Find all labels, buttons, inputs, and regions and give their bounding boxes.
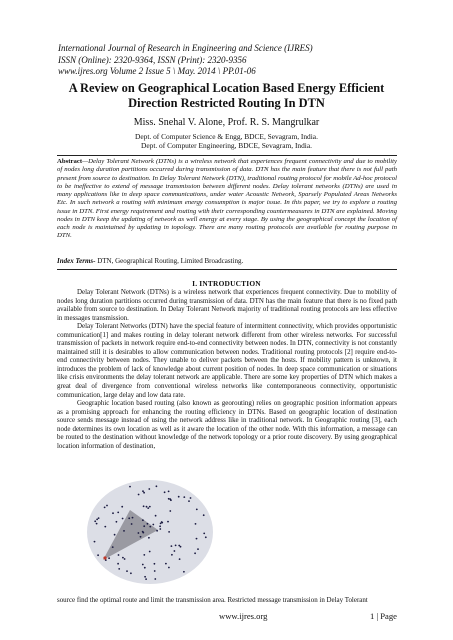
network-node — [159, 528, 161, 530]
network-node — [171, 554, 173, 556]
network-node — [149, 551, 151, 553]
network-node — [169, 510, 171, 512]
network-node — [168, 531, 170, 533]
paper-title — [40, 81, 413, 111]
network-node — [196, 509, 198, 511]
network-node — [129, 486, 131, 488]
network-node — [114, 534, 116, 536]
network-node — [116, 521, 118, 523]
network-node — [143, 525, 145, 527]
network-node — [197, 548, 199, 550]
network-node — [143, 492, 145, 494]
abstract — [57, 158, 397, 241]
network-node — [203, 533, 205, 535]
network-node — [122, 557, 124, 559]
network-node — [161, 521, 163, 523]
network-node — [98, 517, 100, 519]
network-node — [142, 564, 144, 566]
network-node — [142, 490, 144, 492]
network-node — [196, 538, 198, 540]
index-terms — [57, 257, 397, 266]
network-node — [143, 554, 145, 556]
index-terms-text: DTN, Geographical Routing, Limited Broadcasting. — [95, 257, 244, 265]
network-node — [112, 512, 114, 514]
abstract-label: Abstract — [57, 158, 83, 165]
title-line-1: A Review on Geographical Location Based Energy Efficient — [68, 81, 385, 95]
network-node — [152, 524, 154, 526]
network-node — [168, 491, 170, 493]
network-node — [195, 523, 197, 525]
journal-issn: ISSN (Online): 2320-9364, ISSN (Print): 2320-9356 — [58, 54, 247, 65]
journal-name: International Journal of Research in Engineering and Science (IJRES) — [58, 43, 313, 53]
network-node — [188, 500, 190, 502]
network-node — [145, 578, 147, 580]
network-node — [97, 554, 99, 556]
network-node — [175, 545, 177, 547]
network-node — [146, 506, 148, 508]
network-node — [168, 498, 170, 500]
network-node — [122, 518, 124, 520]
network-node — [171, 545, 173, 547]
network-node — [154, 570, 156, 572]
network-node — [132, 517, 134, 519]
network-node — [183, 496, 185, 498]
network-node — [130, 572, 132, 574]
network-node — [117, 563, 119, 565]
network-node — [194, 552, 196, 554]
abstract-bottom-rule — [57, 269, 397, 270]
network-node — [118, 568, 120, 570]
network-node — [149, 526, 151, 528]
network-node — [148, 537, 150, 539]
network-node — [94, 520, 96, 522]
network-node — [148, 488, 150, 490]
network-node — [203, 514, 205, 516]
page-number: 1 | Page — [369, 611, 397, 621]
network-node — [160, 523, 162, 525]
network-node — [178, 496, 180, 498]
network-node — [179, 558, 181, 560]
network-node — [147, 523, 149, 525]
continuation-text: source find the optimal route and limit the transmission area. Restricted message transmission in Delay Tolerant — [57, 596, 368, 604]
network-node — [190, 497, 192, 499]
network-node — [96, 519, 98, 521]
network-node — [154, 578, 156, 580]
network-node — [142, 531, 144, 533]
title-line-2: Direction Restricted Routing In DTN — [128, 96, 325, 110]
intro-paragraph-2: Delay Tolerant Networks (DTN) have the special feature of intermittent connectivity, which provides opportunistic communication[1] and makes routing in delay tolerant network different from other wireless networks. For successful transmission of packets in network require end-to-end connectivity between nodes. In DTN, connectivity is not constantly maintained still it is desirables to allow communication between nodes. Traditional routing protocols [2] require end-to-end connectivity between nodes. They unable to deliver packets between the hosts. If mobility pattern is unknown, it introduces the problem of lack of knowledge about current position of nodes. In deep space communication or situations like crisis environments the delay tolerant network are applicable. There are some key properties of DTN which makes a great deal of divergence from conventional wireless networks like contemporaneous connectivity, opportunistic communication, large delay and low data rate. — [57, 322, 397, 399]
intro-paragraph-3: Geographic location based routing (also known as georouting) relies on geographic position information appears as a promising approach for enhancing the routing efficiency in DTNs. Based on geographic location of destination source sends message instead of using the network address like in traditional network. In Geographic routing [3], each node determines its own location as well as it aware the location of the other node. With this information, a message can be routed to the destination without knowledge of the network topology or a prior route discovery. By using geographical location information of destination, — [57, 399, 397, 450]
network-node — [138, 532, 140, 534]
network-node — [126, 570, 128, 572]
affiliation-2: Dept. of Computer Engineering, BDCE, Sevagram, India. — [141, 141, 312, 150]
network-node — [174, 550, 176, 552]
network-node — [128, 517, 130, 519]
network-node — [138, 494, 140, 496]
journal-header — [58, 43, 398, 78]
network-node — [94, 541, 96, 543]
network-node — [168, 567, 170, 569]
network-node — [154, 563, 156, 565]
network-node — [156, 530, 158, 532]
network-node — [123, 530, 125, 532]
network-node — [131, 523, 133, 525]
network-node — [118, 554, 120, 556]
network-node — [112, 546, 114, 548]
network-node — [183, 571, 185, 573]
network-node — [165, 563, 167, 565]
network-node — [156, 485, 158, 487]
footer-url: www.ijres.org — [219, 611, 268, 621]
affiliation-1: Dept. of Computer Science & Engg, BDCE, Sevagram, India. — [135, 132, 318, 141]
network-node — [170, 499, 172, 501]
intro-paragraph-1: Delay Tolerant Network (DTNs) is a wireless network that experiences frequent connectivity. Due to mobility of nodes long duration partitions occurred during transmission of data. DTN has the main feature that there is no fixed path available from source to destination. In Delay Tolerant Network majority of traditional routing protocols are less effective in messages transmission. — [57, 288, 397, 322]
abstract-text: —Delay Tolerant Network (DTNs) is a wireless network that experiences frequent connectivity and due to mobility of nodes long duration partitions occurred during transmission of data. DTN has the main feature that there is not full path present from source to destination. In Delay Tolerant Network (DTN), traditional routing protocol for mobile Ad-hoc protocol to be ineffective to extend of message transmission between different nodes. Delay tolerant networks (DTNs) are used in many applications like in deep space communications, under water Acoustic Network, Sparsely Populated Areas Networks Etc. In such network a routing with minimum energy consumption is major issue. In this paper, we try to explore a routing issue in DTN. First energy requirement and routing with their corresponding countermeasures in DTN are explained. Moving nodes in DTN keep the updating of network as well energy at every stage. By using the geographical concept the location of each node is maintained by updating in topology. There are many routing protocols are available for routing purpose in DTN. — [57, 158, 397, 240]
abstract-top-rule — [57, 155, 397, 156]
network-node — [155, 515, 157, 517]
paper-authors: Miss. Snehal V. Alone, Prof. R. S. Mangrulkar — [133, 117, 320, 128]
network-node — [159, 525, 161, 527]
network-node — [121, 506, 123, 508]
network-node — [164, 491, 166, 493]
network-node — [147, 507, 149, 509]
network-node — [167, 521, 169, 523]
network-node — [140, 536, 142, 538]
network-node — [149, 506, 151, 508]
network-node — [104, 507, 106, 509]
network-node — [142, 519, 144, 521]
section-heading: I. INTRODUCTION — [192, 279, 261, 288]
network-node — [143, 505, 145, 507]
routing-figure — [85, 478, 215, 586]
network-node — [108, 557, 110, 559]
network-node — [104, 526, 106, 528]
source-node — [103, 556, 106, 559]
network-node — [144, 567, 146, 569]
network-node — [106, 505, 108, 507]
network-node — [117, 512, 119, 514]
network-node — [205, 536, 207, 538]
network-node — [96, 523, 98, 525]
network-node — [178, 545, 180, 547]
network-node — [144, 576, 146, 578]
network-node — [124, 558, 126, 560]
journal-issue: www.ijres.org Volume 2 Issue 5 \ May. 2014 \ PP.01-06 — [58, 66, 256, 76]
section-body — [57, 288, 397, 450]
index-terms-label: Index Terms- — [57, 257, 96, 265]
